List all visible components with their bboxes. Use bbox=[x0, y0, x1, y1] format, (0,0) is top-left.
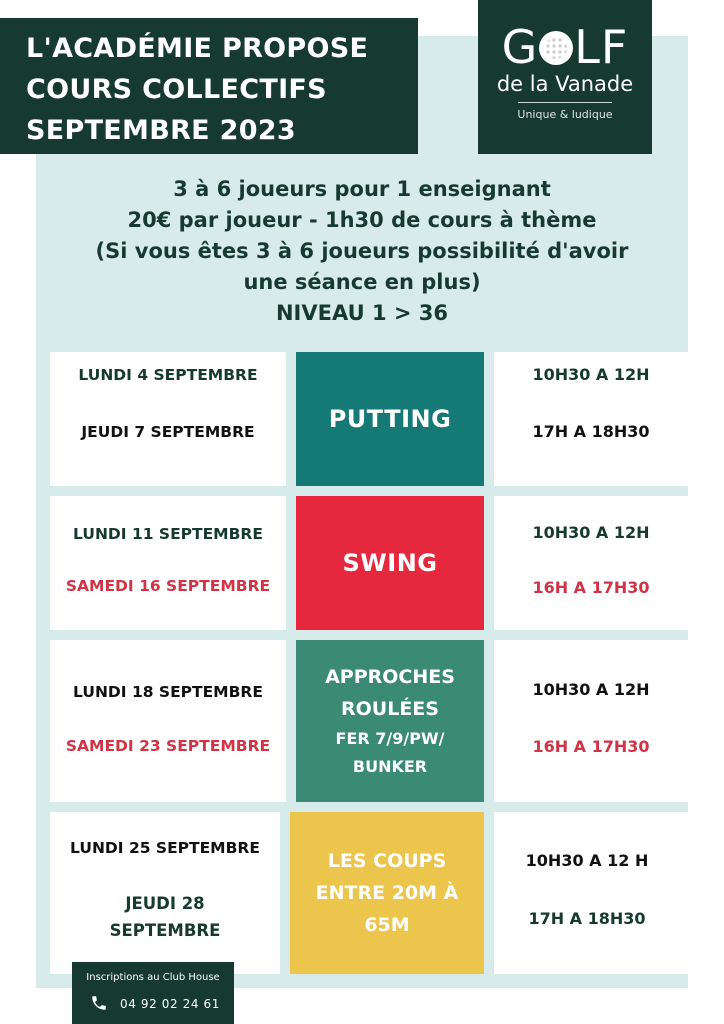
row-3-dates-cell bbox=[50, 640, 286, 802]
course-info bbox=[36, 174, 688, 329]
phone-icon bbox=[90, 994, 108, 1012]
logo-wordmark bbox=[478, 22, 652, 72]
info-level: NIVEAU 1 > 36 bbox=[275, 301, 448, 325]
title-line-3: SEPTEMBRE 2023 bbox=[26, 115, 296, 146]
row-3-theme-line-4: BUNKER bbox=[352, 757, 428, 776]
row-3-theme-line-2: ROULÉES bbox=[341, 698, 439, 720]
registration-label: Inscriptions au Club House bbox=[86, 972, 220, 983]
row-1-time-1: 10H30 A 12H bbox=[532, 365, 650, 384]
row-2-theme bbox=[296, 496, 484, 630]
info-extra-2: une séance en plus) bbox=[243, 270, 481, 294]
row-4-date-1: LUNDI 25 SEPTEMBRE bbox=[70, 839, 260, 857]
info-extra-1: (Si vous êtes 3 à 6 joueurs possibilité d'avoir bbox=[95, 239, 629, 263]
row-2-date-1: LUNDI 11 SEPTEMBRE bbox=[73, 525, 263, 543]
row-4-times-cell bbox=[494, 812, 688, 974]
golf-ball-icon bbox=[539, 31, 573, 65]
row-3-date-2: SAMEDI 23 SEPTEMBRE bbox=[65, 737, 271, 755]
row-3-theme-line-1: APPROCHES bbox=[325, 666, 455, 688]
row-4-theme-line-1: LES COUPS bbox=[327, 850, 447, 872]
row-2-time-2: 16H A 17H30 bbox=[532, 578, 650, 597]
title-line-1: L'ACADÉMIE PROPOSE bbox=[26, 33, 369, 64]
row-2-dates-cell bbox=[50, 496, 286, 630]
row-3-times-cell bbox=[494, 640, 688, 802]
registration-box bbox=[72, 962, 234, 1024]
title-banner bbox=[0, 18, 418, 154]
row-1-time-2: 17H A 18H30 bbox=[532, 422, 650, 441]
row-4-time-1: 10H30 A 12 H bbox=[525, 851, 649, 870]
row-1-date-2: JEUDI 7 SEPTEMBRE bbox=[81, 423, 255, 441]
row-1-date-1: LUNDI 4 SEPTEMBRE bbox=[78, 366, 258, 384]
golf-logo bbox=[478, 0, 652, 154]
row-4-time-2: 17H A 18H30 bbox=[528, 909, 646, 928]
logo-letter-g: G bbox=[501, 20, 539, 74]
row-3-time-2: 16H A 17H30 bbox=[532, 737, 650, 756]
logo-divider bbox=[518, 102, 612, 103]
row-2-date-2: SAMEDI 16 SEPTEMBRE bbox=[65, 577, 271, 595]
logo-subtitle: de la Vanade bbox=[496, 72, 634, 96]
info-price: 20€ par joueur - 1h30 de cours à thème bbox=[127, 208, 597, 232]
row-3-theme-line-3: FER 7/9/PW/ bbox=[335, 729, 445, 748]
row-3-theme bbox=[296, 640, 484, 802]
row-2-time-1: 10H30 A 12H bbox=[532, 523, 650, 542]
row-4-theme bbox=[290, 812, 484, 974]
title-line-2: COURS COLLECTIFS bbox=[26, 74, 327, 105]
row-1-theme-label: PUTTING bbox=[328, 405, 452, 433]
info-players: 3 à 6 joueurs pour 1 enseignant bbox=[173, 177, 551, 201]
row-2-times-cell bbox=[494, 496, 688, 630]
logo-letters-lf: LF bbox=[574, 20, 629, 74]
row-3-date-1: LUNDI 18 SEPTEMBRE bbox=[73, 683, 263, 701]
row-2-theme-label: SWING bbox=[342, 549, 438, 577]
row-4-theme-line-3: 65M bbox=[364, 914, 410, 936]
logo-tagline: Unique & ludique bbox=[517, 108, 613, 121]
row-4-theme-line-2: ENTRE 20M À bbox=[315, 882, 459, 904]
row-3-time-1: 10H30 A 12H bbox=[532, 680, 650, 699]
phone-number[interactable]: 04 92 02 24 61 bbox=[120, 997, 221, 1011]
row-1-theme bbox=[296, 352, 484, 486]
row-4-date-2b: SEPTEMBRE bbox=[109, 921, 221, 940]
row-4-date-2a: JEUDI 28 bbox=[125, 894, 205, 913]
